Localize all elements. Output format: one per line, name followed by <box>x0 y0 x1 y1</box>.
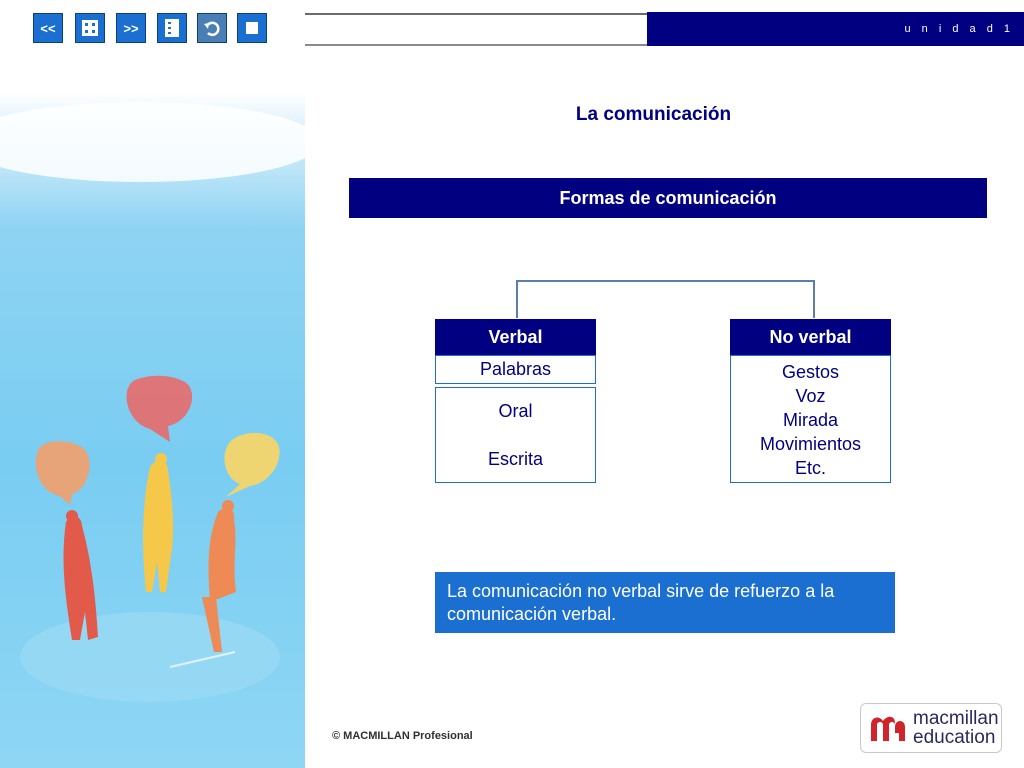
connector-right <box>813 280 815 318</box>
logo-line2: education <box>913 727 996 748</box>
menu-list-icon <box>164 18 180 38</box>
category-nonverbal-heading <box>730 319 891 355</box>
exit-button[interactable] <box>237 13 267 43</box>
list-item: Oral <box>498 401 533 421</box>
top-toolbar <box>0 0 1024 60</box>
list-item: Gestos <box>781 362 840 382</box>
macmillan-logo <box>860 703 1002 753</box>
list-item: Escrita <box>487 449 543 469</box>
connector-horizontal <box>516 280 815 282</box>
info-note-text: La comunicación no verbal sirve de refuerzo a la comunicación verbal. <box>447 581 835 624</box>
connector-left <box>516 280 518 318</box>
category-verbal-heading <box>435 319 596 355</box>
category-verbal-items <box>435 387 596 483</box>
previous-button[interactable] <box>33 13 63 43</box>
page-title: La comunicación <box>575 104 732 125</box>
index-grid-icon <box>81 19 99 37</box>
stop-icon <box>245 21 259 35</box>
index-button[interactable] <box>75 13 105 43</box>
undo-icon <box>202 18 222 38</box>
info-note <box>435 572 895 633</box>
category-nonverbal-items <box>730 355 891 483</box>
macmillan-logo-icon <box>869 711 909 745</box>
category-nonverbal-heading-text: No verbal <box>769 326 852 347</box>
next-icon: >> <box>123 20 139 36</box>
illustration-panel <box>0 92 305 768</box>
title-field <box>305 13 647 46</box>
list-item: Movimientos <box>759 434 862 454</box>
next-button[interactable] <box>116 13 146 43</box>
category-verbal-heading-text: Verbal <box>488 326 543 347</box>
back-button[interactable] <box>197 13 227 43</box>
menu-button[interactable] <box>157 13 187 43</box>
section-header <box>349 178 987 218</box>
list-item: Voz <box>795 386 826 406</box>
section-header-text: Formas de comunicación <box>559 187 777 208</box>
category-verbal-sub-text: Palabras <box>479 359 552 379</box>
list-item: Mirada <box>782 410 839 430</box>
unit-label <box>647 12 1024 46</box>
logo-line1: macmillan <box>913 708 999 729</box>
people-talking-illustration <box>0 92 305 768</box>
list-item: Etc. <box>794 458 826 478</box>
previous-icon: << <box>40 20 56 36</box>
category-verbal-sub <box>435 355 596 384</box>
macmillan-logo-text <box>913 709 999 747</box>
copyright-text: © MACMILLAN Profesional <box>332 730 473 742</box>
unit-label-text: u n i d a d 1 <box>904 23 1014 35</box>
